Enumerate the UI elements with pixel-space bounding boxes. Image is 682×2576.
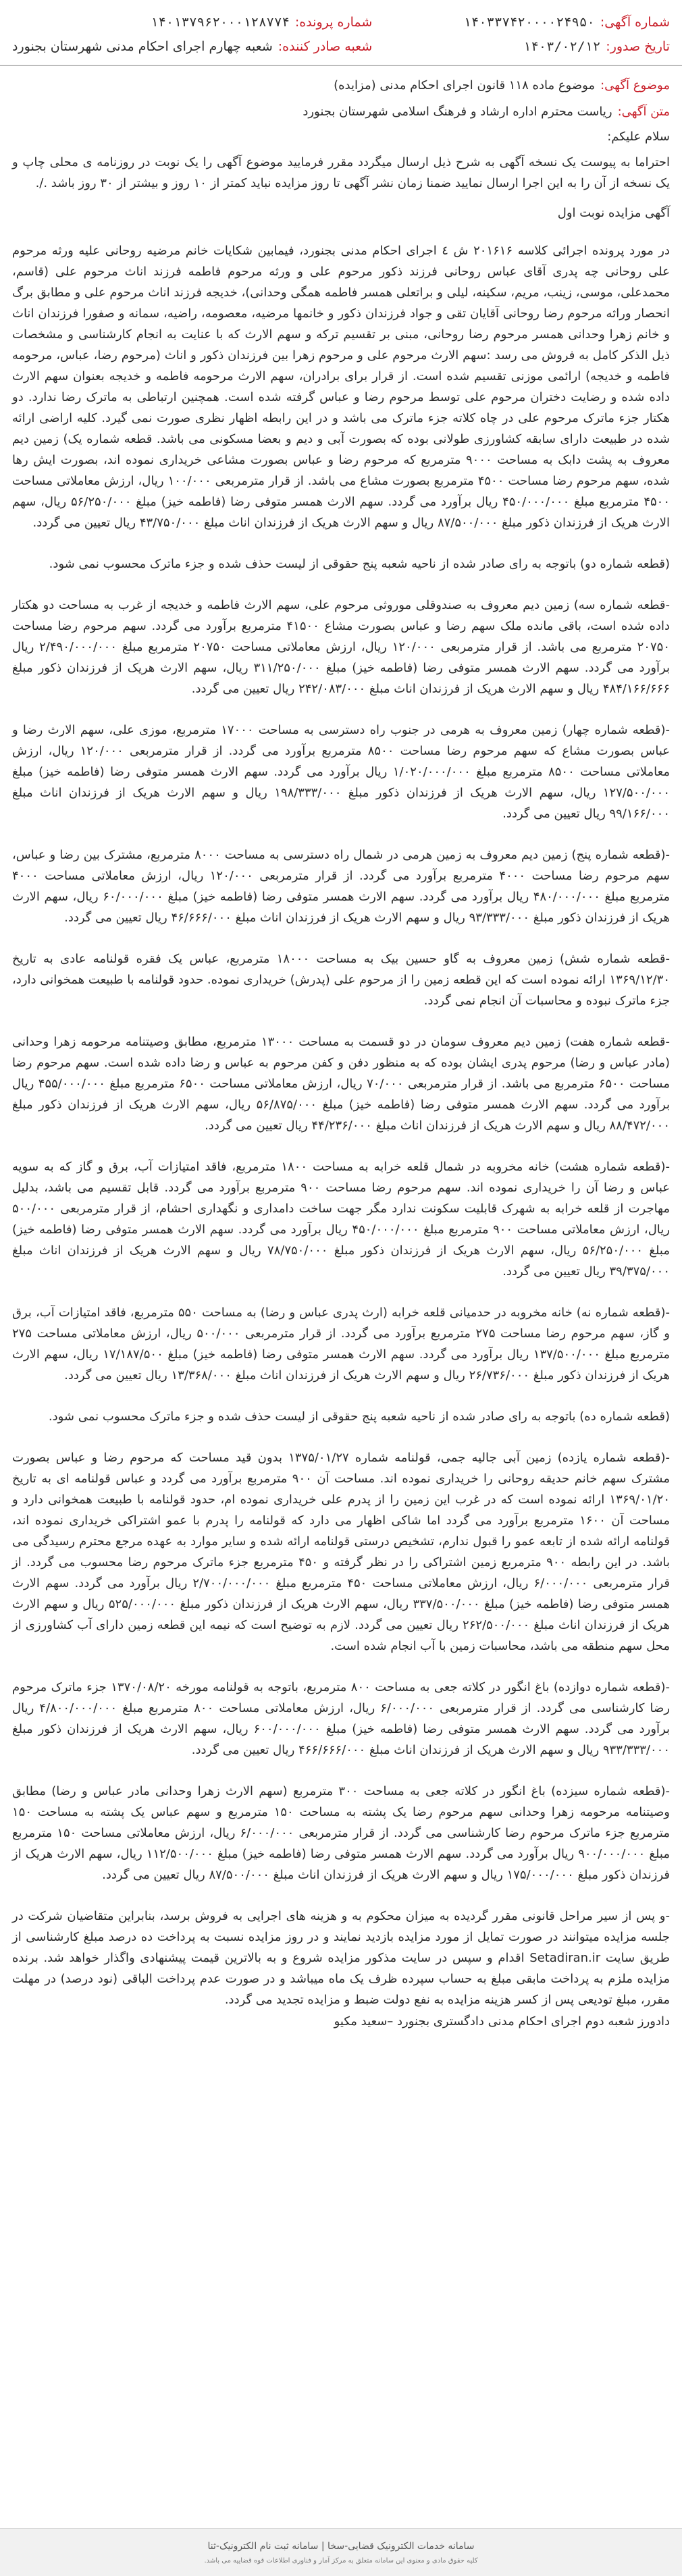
parcel-3-paragraph: -قطعه شماره سه) زمین دیم معروف به صندوقلی موروثی مرحوم علی، سهم الارث فاطمه و خدیجه از غرب به مساحت دو هکتار داده شده است، باقی مانده ملک سهم رضا و عباس بصورت مشاع ۴۱۵۰۰ مترمربع برآورد می گردد. سهم مرحوم رضا مساحت ۲۰۷۵۰ مترمربع می باشد. از قرار مترمربعی ۱۲۰/۰۰۰ ریال، ارزش معاملاتی مساحت ۲۰۷۵۰ مترمربع مبلغ ۲/۴۹۰/۰۰۰/۰۰۰ ریال برآورد می گردد. سهم الارث همسر متوفی رضا (فاطمه خیز) مبلغ ۳۱۱/۲۵۰/۰۰۰ ریال، سهم الارث هریک از فرزندان ذکور مبلغ ۴۸۴/۱۶۶/۶۶۶ ریال و سهم الارث هریک از فرزندان اناث مبلغ ۲۴۲/۰۸۳/۰۰۰ ریال تعیین می گردد. — [12, 598, 670, 696]
issuing-unit-value: شعبه چهارم اجرای احکام مدنی شهرستان بجنورد — [12, 39, 273, 54]
page-footer — [0, 2528, 682, 2576]
issue-date-value: ۱۴۰۳/۰۲/۱۲ — [523, 39, 601, 54]
intro-paragraph: احتراما به پیوست یک نسخه آگهی به شرح ذیل ارسال میگردد مقرر فرمایید موضوع آگهی را یک نوبت در روزنامه ی محلی چاپ و یک نسخه از آن را به این اجرا ارسال نمایید ضمنا زمان نشر آگهی تا روز مزایده نباید کمتر از ۱۰ روز و بیشتر از ۳۰ روز باشد ./. — [12, 155, 670, 190]
issuing-unit-label: شعبه صادر کننده: — [278, 39, 373, 54]
parcel-4-paragraph: -(قطعه شماره چهار) زمین معروف به هرمی در جنوب راه دسترسی به مساحت ۱۷۰۰۰ مترمربع، موزی علی، سهم الارث رضا و عباس بصورت مشاع که سهم مرحوم رضا مساحت ۸۵۰۰ مترمربع برآورد می گردد. از قرار مترمربعی ۱۲۰/۰۰۰ ریال، ارزش معاملاتی مساحت ۸۵۰۰ مترمربع مبلغ ۱/۰۲۰/۰۰۰/۰۰۰ ریال برآورد می گردد. سهم الارث همسر متوفی رضا (فاطمه خیز) مبلغ ۱۲۷/۵۰۰/۰۰۰ ریال، سهم الارث هریک از فرزندان ذکور مبلغ ۱۹۸/۳۳۳/۰۰۰ ریال و سهم الارث هریک از فرزندان اناث مبلغ ۹۹/۱۶۶/۰۰۰ ریال تعیین می گردد. — [12, 723, 670, 821]
issue-date-row — [463, 39, 670, 54]
ad-number-row — [463, 15, 670, 30]
ad-number-label: شماره آگهی: — [600, 15, 670, 30]
closing-paragraph: -و پس از سیر مراحل قانونی مقرر گردیده به میزان محکوم به و هزینه های اجرایی به فروش برسد، بنابراین متقاضیان شرکت در جلسه مزایده میتوانند در صورت تمایل از مورد مزایده بازدید نمایند و در روز مزایده نسبت به پرداخت ده درصد مبلغ کارشناسی از طریق سایت Setadiran.ir اقدام و سپس در سایت مذکور مزایده شروع و به بالاترین قیمت پیشنهادی واگذار خواهد شد. برنده مزایده ملزم به پرداخت مابقی مبلغ به حساب سپرده ظرف یک ماه میباشد و در صورت عدم پرداخت الباقی (نود درصد) در مهلت مقرر، مبلغ تودیعی پس از کسر هزینه مزایده به نفع دولت ضبط و مزایده تجدید می گردد. — [12, 1909, 670, 2007]
header-divider — [0, 65, 682, 66]
salutation: سلام علیکم: — [607, 130, 670, 144]
subject-line — [12, 78, 670, 92]
subject-label: موضوع آگهی: — [600, 78, 670, 92]
parcel-7-paragraph: -قطعه شماره هفت) زمین دیم معروف سومان در دو قسمت به مساحت ۱۳۰۰۰ مترمربع، مطابق وصیتنامه مرحومه زهرا وحدانی (مادر عباس و رضا) مرحوم پدری ایشان بوده که به منظور دفن و کفن مرحوم به عباس و رضا داده شده است. سهم مرحوم رضا مساحت ۶۵۰۰ مترمربع می باشد. از قرار مترمربعی ۷۰/۰۰۰ ریال، ارزش معاملاتی مساحت ۶۵۰۰ مترمربع مبلغ ۴۵۵/۰۰۰/۰۰۰ ریال برآورد می گردد. سهم الارث همسر متوفی رضا (فاطمه خیز) مبلغ ۵۶/۸۷۵/۰۰۰ ریال، سهم الارث هریک از فرزندان ذکور مبلغ ۸۸/۴۷۲/۰۰۰ ریال و سهم الارث هریک از فرزندان اناث مبلغ ۴۴/۲۳۶/۰۰۰ ریال تعیین می گردد. — [12, 1035, 670, 1133]
issuing-unit-row — [12, 39, 372, 54]
notice-header — [12, 0, 670, 65]
case-number-label: شماره پرونده: — [294, 15, 373, 30]
parcel-9-paragraph: -(قطعه شماره نه) خانه مخروبه در حدمیانی قلعه خرابه (ارث پدری عباس و رضا) به مساحت ۵۵۰ مترمربع، فاقد امتیازات آب، برق و گاز، سهم مرحوم رضا مساحت ۲۷۵ مترمربع برآورد می گردد. از قرار مترمربعی ۵۰۰/۰۰۰ ریال، ارزش معاملاتی مساحت ۲۷۵ مترمربع مبلغ ۱۳۷/۵۰۰/۰۰۰ ریال برآورد می گردد. سهم الارث همسر متوفی رضا (فاطمه خیز) مبلغ ۱۷/۱۸۷/۵۰۰ ریال، سهم الارث هریک از فرزندان ذکور مبلغ ۲۶/۷۳۶/۰۰۰ ریال و سهم الارث هریک از فرزندان اناث مبلغ ۱۳/۳۶۸/۰۰۰ ریال تعیین می گردد. — [12, 1306, 670, 1383]
case-paragraph: در مورد پرونده اجرائی کلاسه ۲۰۱۶۱۶ ش ٤ اجرای احکام مدنی بجنورد، فیمابین شکایات خانم مرضیه روحانی علیه ورثه مرحوم علی روحانی چه پدری آقای عباس روحانی فرزند ذکور مرحوم علی و ورثه مرحوم فاطمه فرزند اناث مرحوم علی (قاسم، محمدعلی، موسی، زینب، مریم، سکینه، لیلی و براتعلی همسر فاطمه همگی وحدانی)، خدیجه فرزند اناث مرحوم علی و مطابق برگ انحصار وراثه مرحوم رضا روحانی آقایان تقی و جواد فرزندان ذکور و خانمها مرضیه، معصومه، راضیه، سمانه و صفورا فرزندان اناث و خانم زهرا وحدانی همسر مرحوم رضا روحانی، مبنی بر تقسیم ترکه و سهم الارث که با عنایت به انجام کارشناسی و مشخصات ذیل الذکر کامل به فروش می رسد :سهم الارث مرحوم علی و مرحوم زهرا بین فرزندان ذکور و اناث (مرحوم رضا، عباس، مرحومه فاطمه و خدیجه) ارائمی موزنی تقسیم شده است. از قرار برای برادران، سهم الارث مرحومه فاطمه و خدیجه بعنوان سهم الارث داده شده و رضایت دختران مرحوم علی توسط مرحوم رضا و عباس گرفته شده است. همچنین ارتباطی به ماترک رضا ندارد. دو هکتار جزء ماترک مرحوم علی در چاه کلاته جزء ماترک می باشد و در این رابطه اظهار نظری صورت نمی گیرد. کلیه اراضی ارائه شده در طبیعت دارای سابقه کشاورزی طولانی بوده که بصورت آبی و دیم و بعضا مسکونی می باشد. قطعه شماره یک) زمین دیم معروف به پشت دابک به مساحت ۹۰۰۰ مترمربع که مرحوم رضا و عباس بصورت مشاعی خریداری نموده اند، بصورت ایش رها شده، سهم مرحوم رضا مساحت ۴۵۰۰ مترمربع بصورت مشاع می باشد. از قرار مترمربعی ۱۰۰/۰۰۰ ریال، ارزش معاملاتی مساحت ۴۵۰۰ مترمربع مبلغ ۴۵۰/۰۰۰/۰۰۰ ریال برآورد می گردد. سهم الارث همسر متوفی رضا (فاطمه خیز) مبلغ ۵۶/۲۵۰/۰۰۰ ریال، سهم الارث هریک از فرزندان ذکور مبلغ ۸۷/۵۰۰/۰۰۰ ریال و سهم الارث هریک از فرزندان اناث مبلغ ۴۳/۷۵۰/۰۰۰ ریال تعیین می گردد. — [12, 244, 671, 530]
body-label-line — [12, 105, 670, 119]
parcel-8-paragraph: -(قطعه شماره هشت) خانه مخروبه در شمال قلعه خرابه به مساحت ۱۸۰۰ مترمربع، فاقد امتیازات آب، برق و گاز که به سویه عباس و رضا آن را خریداری نموده اند. سهم مرحوم رضا مساحت ۹۰۰ مترمربع برآورد می گردد. قابل تقسیم می باشد، بدلیل مهاجرت از قلعه خرابه به شهرک قابلیت سکونت ندارد مگر جهت ساخت دامداری و نگهداری احشام، از قرار مترمربعی ۵۰۰/۰۰۰ ریال، ارزش معاملاتی مساحت ۹۰۰ مترمربع مبلغ ۴۵۰/۰۰۰/۰۰۰ ریال برآورد می گردد. سهم الارث همسر متوفی رضا (فاطمه خیز) مبلغ ۵۶/۲۵۰/۰۰۰ ریال، سهم الارث هریک از فرزندان ذکور مبلغ ۷۸/۷۵۰/۰۰۰ ریال و سهم الارث هریک از فرزندان اناث مبلغ ۳۹/۳۷۵/۰۰۰ ریال تعیین می گردد. — [12, 1160, 671, 1279]
ad-number-value: ۱۴۰۳۳۷۴۲۰۰۰۰۲۴۹۵۰ — [463, 15, 595, 30]
parcel-13-paragraph: -(قطعه شماره سیزده) باغ انگور در کلاته جعی به مساحت ۳۰۰ مترمربع (سهم الارث زهرا وحدانی مادر عباس و رضا) مطابق وصیتنامه مرحومه زهرا وحدانی سهم مرحوم رضا یک پشته به مساحت ۱۵۰ مترمربع و سهم عباس یک پشته به مساحت ۱۵۰ مترمربع جزء ماترک مرحوم رضا کارشناسی می گردد. از قرار مترمربعی ۶/۰۰۰/۰۰۰ ریال، ارزش معاملاتی مساحت ۱۵۰ مترمربع مبلغ ۹۰۰/۰۰۰/۰۰۰ ریال برآورد می گردد. سهم الارث همسر متوفی رضا (فاطمه خیز) مبلغ ۱۱۲/۵۰۰/۰۰۰ ریال، سهم الارث هریک از فرزندان ذکور مبلغ ۱۷۵/۰۰۰/۰۰۰ ریال و سهم الارث هریک از فرزندان اناث مبلغ ۸۷/۵۰۰/۰۰۰ ریال تعیین می گردد. — [12, 1784, 671, 1882]
parcel-11-paragraph: -(قطعه شماره یازده) زمین آبی جالیه جمی، قولنامه شماره ۱۳۷۵/۰۱/۲۷ بدون قید مساحت که مرحوم رضا و عباس بصورت مشترک سهم خانم حدیقه روحانی را خریداری نموده اند. مساحت آن ۹۰۰ مترمربع برآورد می گردد و عباس قولنامه ای به تاریخ ۱۳۶۹/۰۱/۲۰ ارائه نموده است که در غرب این زمین را از پدرم علی خریداری نموده ام، حدود قولنامه با طبیعت همخوانی دارد و مساحت آن ۱۶۰۰ مترمربع برآورد می گردد اما شاکی اظهار می دارد که قولنامه را پدرم با عمو اشتراکی خریداری نموده اند، قولنامه ارائه شده از تابعه عمو را قبول ندارم، تشخیص درستی قولنامه ارائه شده و سایر موارد به عهده مرجع محترم رسیدگی می باشد. در این رابطه ۹۰۰ مترمربع زمین اشتراکی را در نظر گرفته و ۴۵۰ مترمربع جزء ماترک مرحوم رضا محسوب می گردد. از قرار مترمربعی ۶/۰۰۰/۰۰۰ ریال، ارزش معاملاتی مساحت ۴۵۰ مترمربع مبلغ ۲/۷۰۰/۰۰۰/۰۰۰ ریال برآورد می گردد. سهم الارث همسر متوفی رضا (فاطمه خیز) مبلغ ۳۳۷/۵۰۰/۰۰۰ ریال، سهم الارث هریک از فرزندان ذکور مبلغ ۵۲۵/۰۰۰/۰۰۰ ریال و سهم الارث هریک از فرزندان اناث مبلغ ۲۶۲/۵۰۰/۰۰۰ ریال تعیین می گردد. لازم به توضیح است که نیمه این قطعه زمین دارای آب کشاورزی از محل سهم منطقه می باشد، محاسبات زمین با آب انجام شده است. — [12, 1451, 671, 1653]
case-number-value: ۱۴۰۱۳۷۹۶۲۰۰۰۱۲۸۷۷۴ — [150, 15, 290, 30]
header-left-column — [12, 15, 372, 54]
signature: دادورز شعبه دوم اجرای احکام مدنی دادگستری بجنورد –سعید مکیو — [334, 2014, 670, 2029]
case-number-row — [12, 15, 372, 30]
parcel-10-paragraph: (قطعه شماره ده) باتوجه به رای صادر شده از ناحیه شعبه پنج حقوقی از لیست حذف شده و جزء ماترک محسوب نمی شود. — [48, 1410, 670, 1424]
parcel-6-paragraph: -قطعه شماره شش) زمین معروف به گاو حسین بیک به مساحت ۱۸۰۰۰ مترمربع، عباس یک فقره قولنامه عادی به تاریخ ۱۳۶۹/۱۲/۳۰ ارائه نموده است که این قطعه زمین را از مرحوم علی (پدرش) خریداری نموده. حدود قولنامه با طبیعت همخوانی دارد، جزء ماترک نبوده و محاسبات آن انجام نمی گردد. — [12, 952, 670, 1008]
parcel-12-paragraph: -(قطعه شماره دوازده) باغ انگور در کلاته جعی به مساحت ۸۰۰ مترمربع، باتوجه به قولنامه مورخه ۱۳۷۰/۰۸/۲۰ جزء ماترک مرحوم رضا کارشناسی می گردد. از قرار مترمربعی ۶/۰۰۰/۰۰۰ ریال، ارزش معاملاتی مساحت ۸۰۰ مترمربع مبلغ ۴/۸۰۰/۰۰۰/۰۰۰ ریال برآورد می گردد. سهم الارث همسر متوفی رضا (فاطمه خیز) مبلغ ۶۰۰/۰۰۰/۰۰۰ ریال، سهم الارث هریک از فرزندان ذکور مبلغ ۹۳۳/۳۳۳/۰۰۰ ریال و سهم الارث هریک از فرزندان اناث مبلغ ۴۶۶/۶۶۶/۰۰۰ ریال تعیین می گردد. — [12, 1680, 671, 1757]
issue-date-label: تاریخ صدور: — [606, 39, 670, 54]
footer-links[interactable]: سامانه خدمات الکترونیک قضایی-سخا | سامانه ثبت نام الکترونیک-ثنا — [207, 2540, 475, 2552]
parcel-5-paragraph: -(قطعه شماره پنج) زمین دیم معروف به زمین هرمی در شمال راه دسترسی به مساحت ۸۰۰۰ مترمربع، مشترک بین رضا و عباس، سهم مرحوم رضا مساحت ۴۰۰۰ مترمربع برآورد می گردد. از قرار مترمربعی ۱۲۰/۰۰۰ ریال، ارزش معاملاتی مساحت ۴۰۰۰ مترمربع مبلغ ۴۸۰/۰۰۰/۰۰۰ ریال برآورد می گردد. سهم الارث همسر متوفی رضا (فاطمه خیز) مبلغ ۶۰/۰۰۰/۰۰۰ ریال، سهم الارث هریک از فرزندان ذکور مبلغ ۹۳/۳۳۳/۰۰۰ ریال و سهم الارث هریک از فرزندان اناث مبلغ ۴۶/۶۶۶/۰۰۰ ریال تعیین می گردد. — [12, 848, 671, 925]
parcel-2-paragraph: (قطعه شماره دو) باتوجه به رای صادر شده از ناحیه شعبه پنج حقوقی از لیست حذف شده و جزء ماترک محسوب نمی شود. — [49, 557, 670, 571]
footer-copyright: کلیه حقوق مادی و معنوی این سامانه متعلق به مرکز آمار و فناوری اطلاعات قوه قضاییه می باشد. — [204, 2556, 478, 2565]
addressee: ریاست محترم اداره ارشاد و فرهنگ اسلامی شهرستان بجنورد — [303, 105, 612, 119]
body-label: متن آگهی: — [617, 105, 670, 119]
subject-text: موضوع ماده ۱۱۸ قانون اجرای احکام مدنی (مزایده) — [334, 78, 596, 92]
header-right-column — [463, 15, 670, 54]
auction-heading: آگهی مزایده نوبت اول — [557, 206, 670, 220]
